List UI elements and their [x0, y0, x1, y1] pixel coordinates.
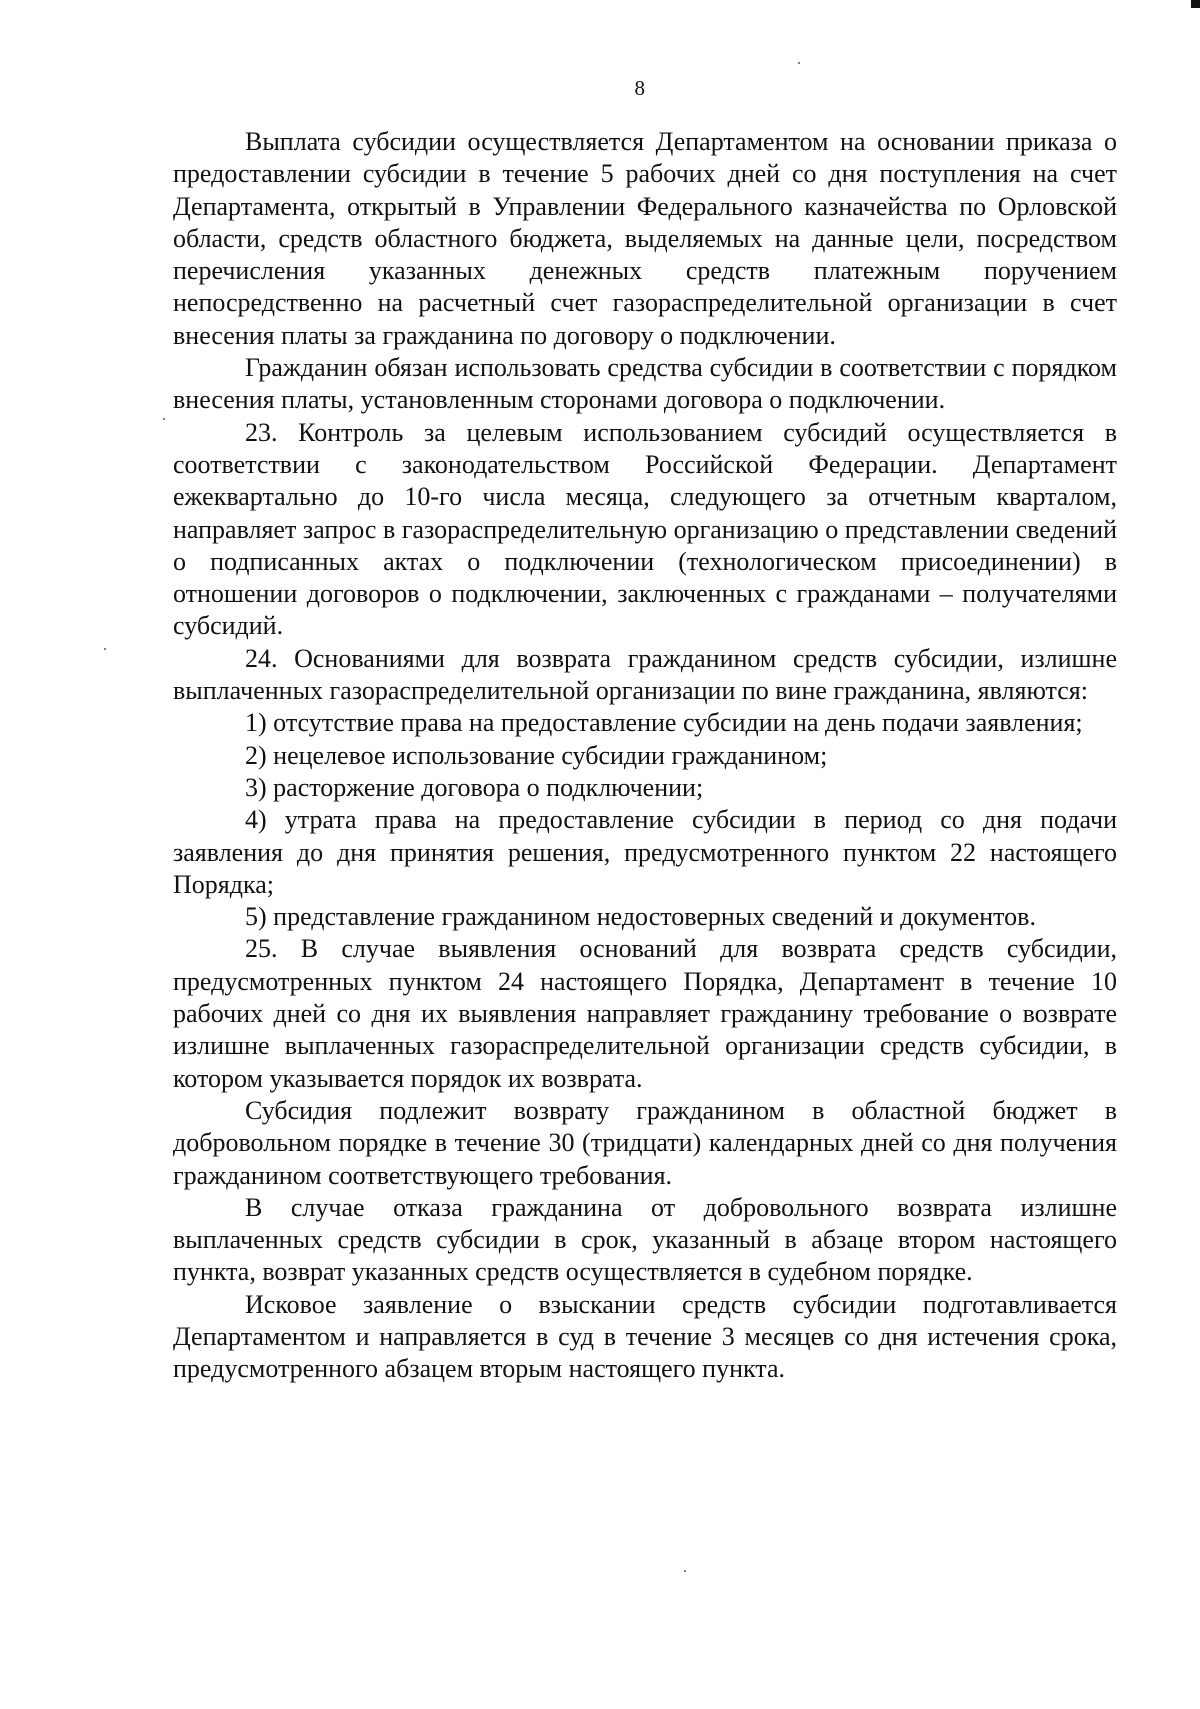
- scan-edge-mark: [1191, 0, 1200, 8]
- scan-speck: [798, 62, 800, 64]
- paragraph-item-24: 24. Основаниями для возврата гражданином средств субсидии, излишне выплаченных газораспределительной организации по вине гражданина, являются:: [173, 643, 1117, 706]
- list-item-3: 3) расторжение договора о подключении;: [245, 772, 704, 802]
- scan-speck: [104, 648, 106, 650]
- paragraph-item-25: 25. В случае выявления оснований для возврата средств субсидии, предусмотренных пунктом 24 настоящего Порядка, Департамент в течение 10 рабочих дней со дня их выявления направляет гражданину требование о возврате излишне выплаченных газораспределительной организации средств субсидии, в котором указывается порядок их возврата.: [173, 934, 1117, 1093]
- paragraph-claim: Исковое заявление о взыскании средств субсидии подготавливается Департаментом и направляется в суд в течение 3 месяцев со дня истечения срока, предусмотренного абзацем вторым настоящего пункта.: [173, 1289, 1117, 1384]
- list-item-4: 4) утрата права на предоставление субсидии в период со дня подачи заявления до дня принятия решения, предусмотренного пунктом 22 настоящего Порядка;: [173, 805, 1117, 899]
- list-item-1: 1) отсутствие права на предоставление субсидии на день подачи заявления;: [245, 708, 1083, 738]
- page-number: 8: [634, 76, 646, 100]
- paragraph-court-return: В случае отказа гражданина от добровольного возврата излишне выплаченных средств субсидии в срок, указанный в абзаце втором настоящего пункта, возврат указанных средств осуществляется в судебном порядке.: [173, 1192, 1117, 1287]
- paragraph-item-23: 23. Контроль за целевым использованием субсидий осуществляется в соответствии с законодательством Российской Федерации. Департамент ежеквартально до 10-го числа месяца, следующего за отчетным кварталом, направляет запрос в газораспределительную организацию о представлении сведений о подписанных актах о подключении (технологическом присоединении) в отношении договоров о подключении, заключенных с гражданами – получателями субсидий.: [173, 417, 1117, 641]
- list-item-2: 2) нецелевое использование субсидии гражданином;: [245, 740, 828, 770]
- list-item-5: 5) представление гражданином недостоверных сведений и документов.: [245, 902, 1036, 932]
- paragraph-subsidy-payment: Выплата субсидии осуществляется Департаментом на основании приказа о предоставлении субсидии в течение 5 рабочих дней со дня поступления на счет Департамента, открытый в Управлении Федерального казначейства по Орловской области, средств областного бюджета, выделяемых на данные цели, посредством перечисления указанных денежных средств платежным поручением непосредственно на расчетный счет газораспределительной организации в счет внесения платы за гражданина по договору о подключении.: [173, 127, 1117, 350]
- paragraph-citizen-obligation: Гражданин обязан использовать средства субсидии в соответствии с порядком внесения платы, установленным сторонами договора о подключении.: [173, 353, 1117, 415]
- document-body: [173, 126, 1117, 1386]
- scan-speck: [163, 418, 165, 420]
- scan-speck: [684, 1570, 686, 1572]
- paragraph-voluntary-return: Субсидия подлежит возврату гражданином в областной бюджет в добровольном порядке в течение 30 (тридцати) календарных дней со дня получения гражданином соответствующего требования.: [173, 1095, 1117, 1190]
